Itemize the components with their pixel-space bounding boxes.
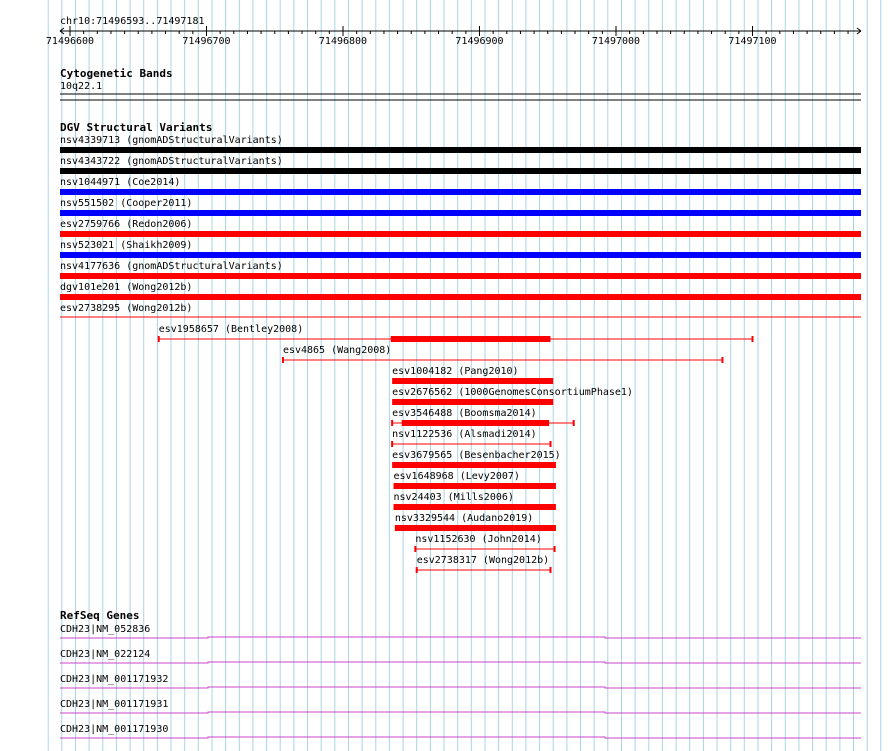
variant-nsv4343722-bar[interactable] <box>60 168 861 174</box>
ruler-tick-label: 71497100 <box>728 36 777 47</box>
ruler[interactable] <box>46 16 861 47</box>
variant-label[interactable]: esv4865 (Wang2008) <box>282 345 392 356</box>
variant-label[interactable]: nsv4343722 (gnomADStructuralVariants) <box>60 156 283 167</box>
variant-label[interactable]: dgv101e201 (Wong2012b) <box>60 282 193 293</box>
variant-esv1958657-inner-bar[interactable] <box>391 336 551 342</box>
variant-esv1648968-bar[interactable] <box>394 483 556 489</box>
dgv-partial-variants <box>159 324 753 573</box>
variant-label[interactable]: nsv551502 (Cooper2011) <box>60 198 193 209</box>
variant-nsv1044971-bar[interactable] <box>60 189 861 195</box>
gene-label[interactable]: CDH23|NM_001171932 <box>60 674 169 685</box>
variant-esv1004182-bar[interactable] <box>392 378 553 384</box>
variant-esv2676562-bar[interactable] <box>392 399 553 405</box>
variant-label[interactable]: nsv4339713 (gnomADStructuralVariants) <box>60 135 283 146</box>
refseq-track[interactable] <box>60 609 861 738</box>
variant-esv2759766-bar[interactable] <box>60 231 861 237</box>
variant-nsv551502-bar[interactable] <box>60 210 861 216</box>
region-label: chr10:71496593..71497181 <box>60 16 205 27</box>
variant-nsv523021-bar[interactable] <box>60 252 861 258</box>
variant-label[interactable]: nsv1122536 (Alsmadi2014) <box>392 429 537 440</box>
ruler-tick-label: 71496900 <box>455 36 504 47</box>
gene-intron-line[interactable] <box>60 662 861 663</box>
gene-intron-line[interactable] <box>60 737 861 738</box>
gene-label[interactable]: CDH23|NM_052836 <box>60 624 151 635</box>
variant-nsv3329544-bar[interactable] <box>395 525 556 531</box>
variant-label[interactable]: nsv4177636 (gnomADStructuralVariants) <box>60 261 283 272</box>
cytoband-label: 10q22.1 <box>60 81 103 92</box>
variant-label[interactable]: esv3679565 (Besenbacher2015) <box>392 450 561 461</box>
ruler-tick-label: 71496700 <box>182 36 231 47</box>
gene-intron-line[interactable] <box>60 637 861 638</box>
dgv-track-title: DGV Structural Variants <box>60 121 213 134</box>
gene-label[interactable]: CDH23|NM_001171931 <box>60 699 169 710</box>
variant-nsv4177636-bar[interactable] <box>60 273 861 279</box>
ruler-tick-label: 71496600 <box>45 36 95 47</box>
variant-label[interactable]: esv1004182 (Pang2010) <box>392 366 519 377</box>
variant-label[interactable]: nsv3329544 (Audano2019) <box>394 513 534 524</box>
ruler-tick-label: 71496800 <box>318 36 368 47</box>
variant-esv3679565-bar[interactable] <box>392 462 556 468</box>
cytoband-track[interactable] <box>60 67 861 100</box>
gene-intron-line[interactable] <box>60 712 861 713</box>
dgv-track[interactable] <box>60 121 861 573</box>
gene-label[interactable]: CDH23|NM_022124 <box>60 649 151 660</box>
cytoband-track-title: Cytogenetic Bands <box>60 67 173 80</box>
variant-label[interactable]: esv2759766 (Redon2006) <box>60 219 193 230</box>
variant-label[interactable]: nsv1152630 (John2014) <box>415 534 542 545</box>
variant-nsv24403-bar[interactable] <box>394 504 556 510</box>
refseq-genes <box>60 624 861 738</box>
variant-label[interactable]: esv2738317 (Wong2012b) <box>416 555 550 566</box>
variant-label[interactable]: nsv1044971 (Coe2014) <box>60 177 181 188</box>
variant-label[interactable]: esv1958657 (Bentley2008) <box>158 324 304 335</box>
variant-label[interactable]: esv3546488 (Boomsma2014) <box>392 408 537 419</box>
dgv-full-width-variants <box>60 135 861 317</box>
variant-label[interactable]: esv2676562 (1000GenomesConsortiumPhase1) <box>392 387 633 398</box>
gene-label[interactable]: CDH23|NM_001171930 <box>60 724 169 735</box>
gene-intron-line[interactable] <box>60 687 861 688</box>
variant-label[interactable]: nsv24403 (Mills2006) <box>393 492 514 503</box>
variant-esv3546488-inner-bar[interactable] <box>402 420 549 426</box>
variant-label[interactable]: esv2738295 (Wong2012b) <box>60 303 193 314</box>
variant-label[interactable]: esv1648968 (Levy2007) <box>393 471 520 482</box>
variant-nsv4339713-bar[interactable] <box>60 147 861 153</box>
variant-label[interactable]: nsv523021 (Shaikh2009) <box>60 240 193 251</box>
ruler-tick-label: 71497000 <box>591 36 641 47</box>
refseq-track-title: RefSeq Genes <box>60 609 140 622</box>
variant-dgv101e201-bar[interactable] <box>60 294 861 300</box>
ruler-major-ticks <box>46 26 777 47</box>
